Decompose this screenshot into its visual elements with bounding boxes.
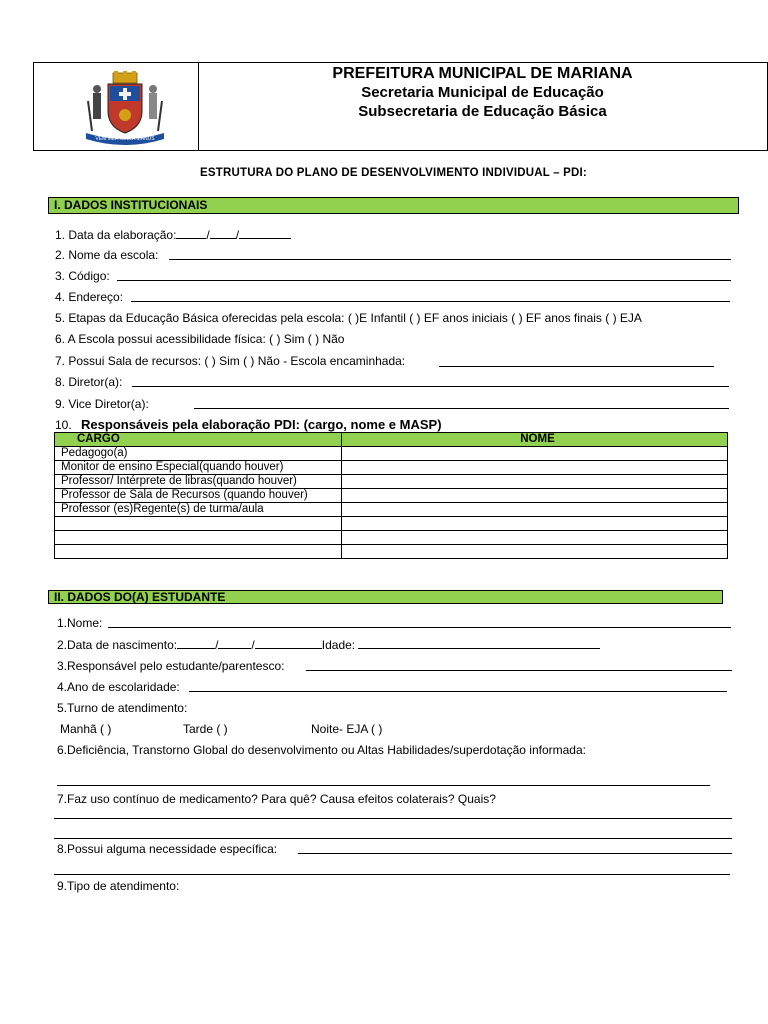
item-8-label: 8. Diretor(a):	[55, 375, 123, 389]
table-row	[55, 545, 728, 559]
table-row	[55, 461, 728, 475]
medication-field-line-2[interactable]	[54, 838, 732, 839]
birth-month-field[interactable]	[218, 637, 251, 649]
header-line-2: Secretaria Municipal de Educação	[361, 84, 604, 101]
disability-label: 6.Deficiência, Transtorno Global do desenvolvimento ou Altas Habilidades/superdotação informada:	[57, 743, 586, 757]
shift-label: 5.Turno de atendimento:	[57, 701, 188, 715]
shift-night-eja-option[interactable]: Noite- EJA ( )	[311, 722, 383, 736]
table-row	[55, 503, 728, 517]
table-row	[55, 447, 728, 461]
address-field[interactable]	[131, 301, 730, 302]
shift-morning-option[interactable]: Manhã ( )	[60, 722, 112, 736]
table-row	[55, 489, 728, 503]
referred-school-field[interactable]	[439, 366, 714, 367]
code-field[interactable]	[117, 280, 731, 281]
item-6-label: 6. A Escola possui acessibilidade física: ( ) Sim ( ) Não	[55, 332, 345, 346]
item-10-label: Responsáveis pela elaboração PDI: (cargo, nome e MASP)	[81, 417, 442, 432]
cargo-cell[interactable]	[55, 517, 342, 531]
column-header-nome: NOME	[342, 433, 728, 447]
item-10	[55, 418, 442, 432]
table-row	[55, 531, 728, 545]
item-3-label: 3. Código:	[55, 269, 110, 283]
disability-field[interactable]	[57, 785, 710, 786]
header-line-1: PREFEITURA MUNICIPAL DE MARIANA	[332, 65, 633, 82]
month-field[interactable]	[210, 227, 236, 239]
svg-text:VEM MEA CELLA MANUS: VEM MEA CELLA MANUS	[95, 136, 155, 142]
birth-year-field[interactable]	[255, 637, 322, 649]
nome-cell[interactable]	[342, 447, 728, 461]
student-name-label: 1.Nome:	[57, 616, 103, 630]
table-row	[55, 475, 728, 489]
student-name-field[interactable]	[108, 627, 731, 628]
item-1-date	[55, 227, 291, 242]
nome-cell[interactable]	[342, 531, 728, 545]
date-slash: /	[206, 228, 210, 242]
date-slash: /	[215, 638, 219, 652]
header-titles	[198, 63, 767, 121]
nome-cell[interactable]	[342, 461, 728, 475]
cargo-cell: Professor de Sala de Recursos (quando houver)	[55, 489, 342, 503]
cargo-cell: Professor/ Intérprete de libras(quando houver)	[55, 475, 342, 489]
date-slash: /	[235, 228, 240, 242]
guardian-label: 3.Responsável pelo estudante/parentesco:	[57, 659, 285, 673]
item-5-label: 5. Etapas da Educação Básica oferecidas pela escola: ( )E Infantil ( ) EF anos iniciais ( ) EF anos finais ( ) EJA	[55, 311, 642, 325]
cargo-cell: Professor (es)Regente(s) de turma/aula	[55, 503, 342, 517]
vice-director-field[interactable]	[194, 408, 729, 409]
nome-cell[interactable]	[342, 503, 728, 517]
header-line-3: Subsecretaria de Educação Básica	[358, 103, 607, 120]
nome-cell[interactable]	[342, 545, 728, 559]
item-9-label: 9. Vice Diretor(a):	[55, 397, 149, 411]
item-10-number: 10.	[55, 418, 72, 432]
year-field[interactable]	[239, 227, 291, 239]
section-2-heading: II. DADOS DO(A) ESTUDANTE	[48, 590, 723, 604]
birth-date-row	[57, 637, 600, 652]
medication-label: 7.Faz uso contínuo de medicamento? Para quê? Causa efeitos colaterais? Quais?	[57, 792, 496, 806]
day-field[interactable]	[176, 227, 206, 239]
specific-need-field-line-2[interactable]	[54, 874, 730, 875]
age-field[interactable]	[358, 637, 600, 649]
city-coat-of-arms-logo	[80, 71, 170, 146]
column-header-cargo: CARGO	[55, 433, 342, 447]
nome-cell[interactable]	[342, 489, 728, 503]
guardian-field[interactable]	[306, 670, 732, 671]
section-1-heading: I. DADOS INSTITUCIONAIS	[48, 197, 739, 214]
director-field[interactable]	[132, 386, 729, 387]
item-7-label: 7. Possui Sala de recursos: ( ) Sim ( ) Não - Escola encaminhada:	[55, 354, 406, 368]
item-2-label: 2. Nome da escola:	[55, 248, 159, 262]
item-4-label: 4. Endereço:	[55, 290, 124, 304]
document-title: ESTRUTURA DO PLANO DE DESENVOLVIMENTO INDIVIDUAL – PDI:	[200, 167, 587, 179]
header-box	[33, 62, 768, 151]
cargo-cell: Pedagogo(a)	[55, 447, 342, 461]
cargo-cell: Monitor de ensino Especial(quando houver)	[55, 461, 342, 475]
nome-cell[interactable]	[342, 517, 728, 531]
specific-need-label: 8.Possui alguma necessidade específica:	[57, 842, 278, 856]
medication-field-line-1[interactable]	[54, 818, 732, 819]
specific-need-field[interactable]	[298, 853, 732, 854]
table-row	[55, 517, 728, 531]
birth-date-label: 2.Data de nascimento:	[57, 638, 178, 652]
school-year-field[interactable]	[189, 691, 727, 692]
date-slash: /	[251, 638, 255, 652]
birth-day-field[interactable]	[177, 637, 215, 649]
school-year-label: 4.Ano de escolaridade:	[57, 680, 180, 694]
service-type-label: 9.Tipo de atendimento:	[57, 879, 180, 893]
school-name-field[interactable]	[169, 259, 731, 260]
item-1-label: 1. Data da elaboração:	[55, 228, 177, 242]
nome-cell[interactable]	[342, 475, 728, 489]
responsibles-table	[54, 432, 728, 559]
table-header-row	[55, 433, 728, 447]
cargo-cell[interactable]	[55, 531, 342, 545]
cargo-cell[interactable]	[55, 545, 342, 559]
age-label: Idade:	[321, 638, 356, 652]
shift-afternoon-option[interactable]: Tarde ( )	[183, 722, 228, 736]
